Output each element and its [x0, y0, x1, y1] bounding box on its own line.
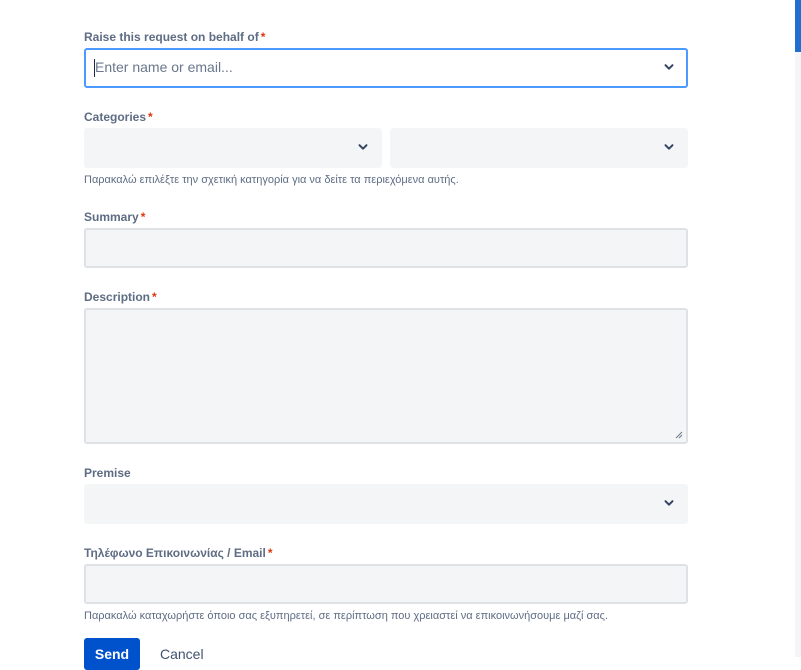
- required-mark: *: [140, 210, 146, 224]
- scrollbar-thumb[interactable]: [795, 0, 801, 52]
- contact-label-text: Τηλέφωνο Επικοινωνίας / Email: [84, 546, 266, 560]
- required-mark: *: [148, 110, 153, 124]
- chevron-down-icon[interactable]: [664, 498, 674, 508]
- on-behalf-label-text: Raise this request on behalf of: [84, 30, 259, 44]
- description-label-text: Description: [84, 290, 151, 304]
- chevron-down-icon[interactable]: [664, 62, 674, 72]
- required-mark: *: [260, 30, 266, 44]
- resize-grip-icon[interactable]: [675, 431, 683, 439]
- description-textarea[interactable]: [84, 308, 688, 444]
- categories-label-text: Categories: [84, 110, 147, 124]
- required-mark: *: [152, 290, 157, 304]
- contact-help-text: Παρακαλώ καταχωρήστε όποιο σας εξυπηρετεί, σε περίπτωση που χρειαστεί να επικοινωνήσουμε μαζί σας.: [84, 610, 609, 622]
- category-primary-select[interactable]: [84, 128, 382, 168]
- summary-label: [84, 210, 145, 224]
- contact-input[interactable]: [84, 564, 688, 604]
- summary-input[interactable]: [84, 228, 688, 268]
- categories-label: [84, 110, 153, 124]
- page-scrollbar[interactable]: [795, 0, 801, 657]
- chevron-down-icon[interactable]: [358, 142, 368, 152]
- send-button[interactable]: Send: [84, 638, 140, 670]
- premise-label-text: Premise: [84, 466, 131, 480]
- on-behalf-select[interactable]: [84, 48, 688, 88]
- on-behalf-label: [84, 30, 265, 44]
- premise-label: [84, 466, 131, 480]
- cancel-button[interactable]: Cancel: [160, 646, 204, 662]
- description-label: [84, 290, 157, 304]
- category-secondary-select[interactable]: [390, 128, 688, 168]
- on-behalf-placeholder: Enter name or email...: [95, 59, 233, 75]
- summary-label-text: Summary: [84, 210, 139, 224]
- required-mark: *: [267, 546, 273, 560]
- chevron-down-icon[interactable]: [664, 142, 674, 152]
- contact-label: [84, 546, 273, 560]
- premise-select[interactable]: [84, 484, 688, 524]
- categories-help-text: Παρακαλώ επιλέξτε την σχετική κατηγορία για να δείτε τα περιεχόμενα αυτής.: [84, 174, 459, 186]
